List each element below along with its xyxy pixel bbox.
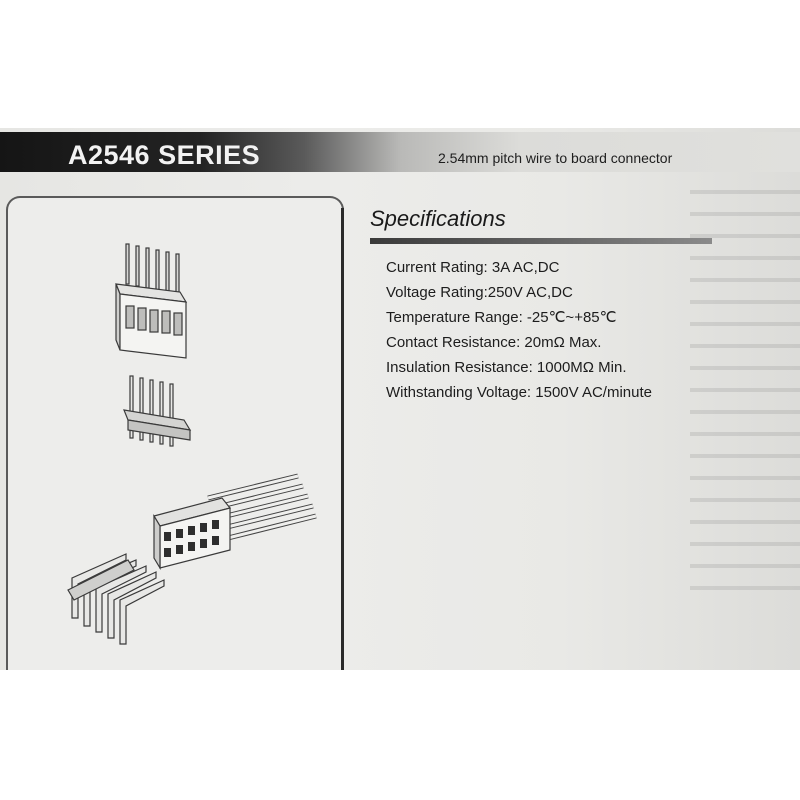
series-banner bbox=[0, 132, 800, 172]
dual-row-female-housing-icon bbox=[154, 476, 316, 568]
specifications-list bbox=[386, 258, 652, 408]
catalog-page bbox=[0, 128, 800, 670]
straight-pin-header-icon bbox=[124, 376, 190, 446]
specifications-title: Specifications bbox=[370, 206, 506, 231]
connector-illustrations bbox=[8, 198, 342, 670]
specifications-rule bbox=[370, 238, 712, 244]
spec-voltage-rating: Voltage Rating:250V AC,DC bbox=[386, 284, 573, 301]
bleed-through-texture bbox=[690, 168, 800, 568]
panel-divider bbox=[341, 208, 344, 670]
series-subtitle: 2.54mm pitch wire to board connector bbox=[438, 150, 673, 166]
right-angle-pin-header-icon bbox=[68, 554, 164, 644]
spec-contact-resistance: Contact Resistance: 20mΩ Max. bbox=[386, 334, 602, 351]
spec-current-rating: Current Rating: 3A AC,DC bbox=[386, 259, 560, 276]
series-title: A2546 SERIES bbox=[68, 140, 261, 170]
spec-insulation-resistance: Insulation Resistance: 1000MΩ Min. bbox=[386, 359, 627, 376]
spec-temperature-range: Temperature Range: -25℃~+85℃ bbox=[386, 309, 617, 326]
product-image-panel bbox=[6, 196, 344, 670]
straight-female-housing-icon bbox=[116, 244, 186, 358]
spec-withstanding-voltage: Withstanding Voltage: 1500V AC/minute bbox=[386, 384, 653, 401]
